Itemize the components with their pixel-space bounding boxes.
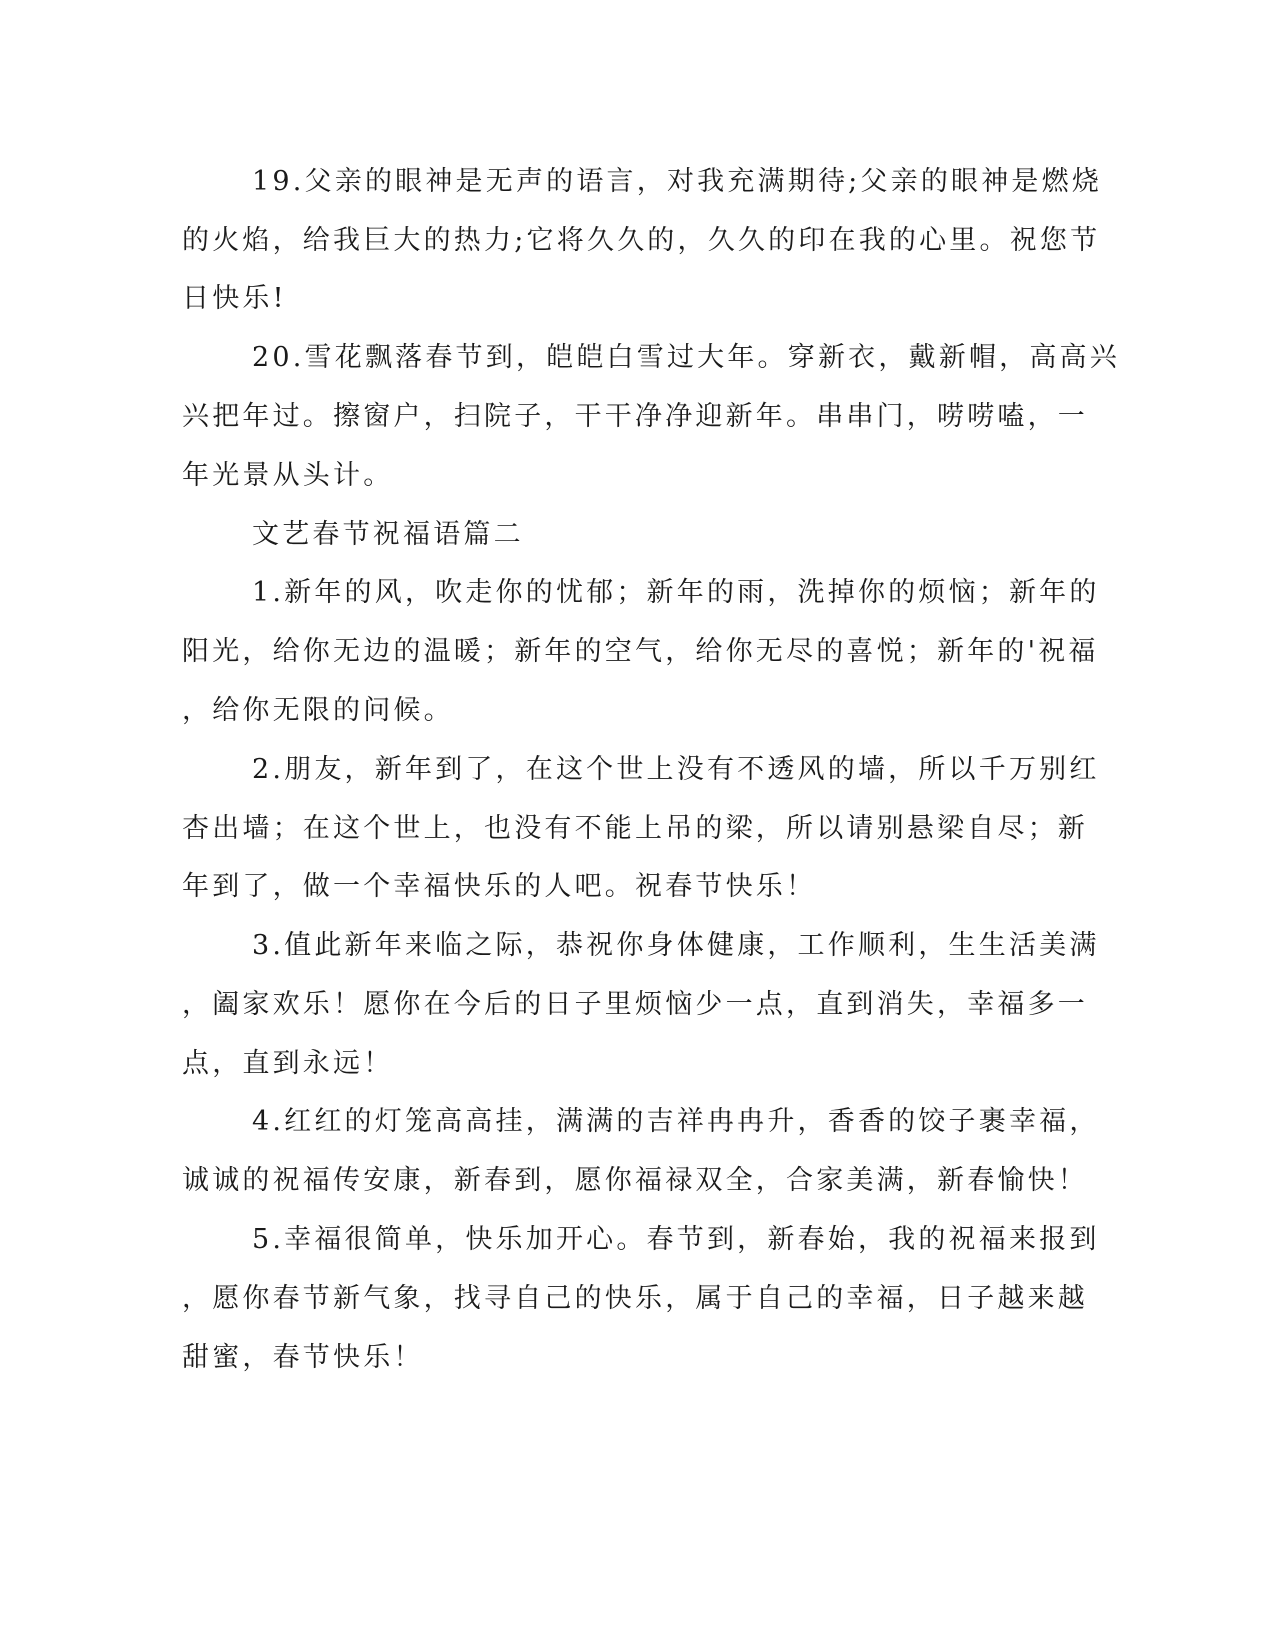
- paragraph-1-line-3: ，给你无限的问候。: [182, 695, 454, 726]
- paragraph-20-line-1: 20.雪花飘落春节到，皑皑白雪过大年。穿新衣，戴新帽，高高兴: [252, 342, 1120, 373]
- paragraph-20-line-3: 年光景从头计。: [182, 460, 394, 491]
- paragraph-5-line-3: 甜蜜，春节快乐！: [182, 1342, 424, 1373]
- paragraph-1-line-1: 1.新年的风，吹走你的忧郁；新年的雨，洗掉你的烦恼；新年的: [252, 577, 1100, 608]
- paragraph-20-line-2: 兴把年过。擦窗户，扫院子，干干净净迎新年。串串门，唠唠嗑，一: [182, 401, 1088, 432]
- paragraph-2-line-3: 年到了，做一个幸福快乐的人吧。祝春节快乐！: [182, 871, 817, 902]
- paragraph-2-line-2: 杏出墙；在这个世上，也没有不能上吊的梁，所以请别悬梁自尽；新: [182, 813, 1088, 844]
- paragraph-1-line-2: 阳光，给你无边的温暖；新年的空气，给你无尽的喜悦；新年的'祝福: [182, 636, 1099, 667]
- paragraph-4-line-1: 4.红红的灯笼高高挂，满满的吉祥冉冉升，香香的饺子裹幸福，: [252, 1106, 1100, 1137]
- paragraph-5-line-2: ，愿你春节新气象，找寻自己的快乐，属于自己的幸福，日子越来越: [182, 1283, 1088, 1314]
- paragraph-3-line-3: 点，直到永远！: [182, 1048, 394, 1079]
- paragraph-5-line-1: 5.幸福很简单，快乐加开心。春节到，新春始，我的祝福来报到: [252, 1224, 1100, 1255]
- paragraph-3-line-2: ，阖家欢乐！愿你在今后的日子里烦恼少一点，直到消失，幸福多一: [182, 989, 1088, 1020]
- paragraph-19-line-1: 19.父亲的眼神是无声的语言，对我充满期待;父亲的眼神是燃烧: [252, 166, 1103, 197]
- paragraph-19-line-3: 日快乐!: [182, 283, 287, 314]
- section-heading: 文艺春节祝福语篇二: [252, 519, 524, 550]
- paragraph-4-line-2: 诚诚的祝福传安康，新春到，愿你福禄双全，合家美满，新春愉快！: [182, 1165, 1088, 1196]
- paragraph-2-line-1: 2.朋友，新年到了，在这个世上没有不透风的墙，所以千万别红: [252, 754, 1100, 785]
- paragraph-3-line-1: 3.值此新年来临之际，恭祝你身体健康，工作顺利，生生活美满: [252, 930, 1100, 961]
- paragraph-19-line-2: 的火焰，给我巨大的热力;它将久久的，久久的印在我的心里。祝您节: [182, 225, 1101, 256]
